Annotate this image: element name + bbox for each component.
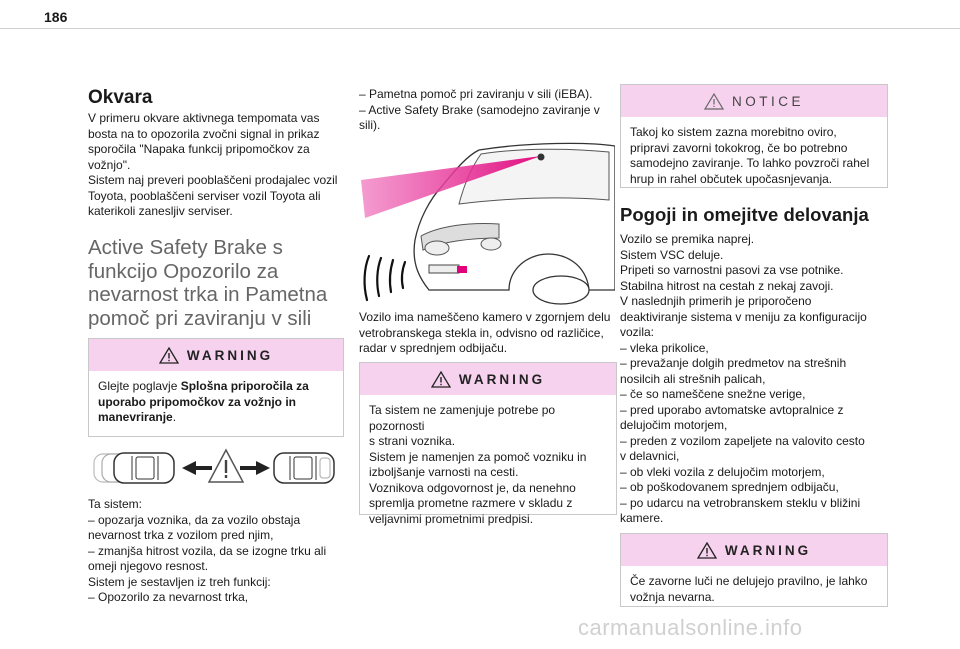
notice-box xyxy=(620,84,888,188)
warning-triangle-icon xyxy=(159,347,179,364)
warning-header xyxy=(360,363,616,395)
warning-reference: Splošna priporočila za uporabo pripomočkov za vožnjo in manevriranje xyxy=(98,379,309,424)
heading-okvara: Okvara xyxy=(88,87,153,108)
warning-text: Če zavorne luči ne delujejo pravilno, je lahko vožnja nevarna. xyxy=(630,574,868,604)
car-distance-illustration xyxy=(88,448,344,488)
warning-text: Ta sistem ne zamenjuje potrebe po pozornosti s strani voznika. Sistem je namenjen za pomoč vozniku in izboljšanje varnosti na cesti. Voznikova odgovornost je, da nenehno spremlja prometne razmere v skladu z veljavnimi prometnimi predpisi. xyxy=(369,403,587,526)
heading-pogoji: Pogoji in omejitve delovanja xyxy=(620,204,869,225)
warning-title: WARNING xyxy=(724,542,812,558)
warning-text: Glejte poglavje Splošna priporočila za uporabo pripomočkov za vožnjo in manevriranje. xyxy=(98,379,309,424)
notice-title: NOTICE xyxy=(731,93,804,109)
warning-title: WARNING xyxy=(458,371,546,387)
warning-header xyxy=(89,339,343,371)
watermark: carmanualsonline.info xyxy=(578,615,803,640)
camera-text: Vozilo ima nameščeno kamero v zgornjem delu vetrobranskega stekla in, odvisno od različice, radar v sprednjem odbijaču. xyxy=(359,310,611,355)
heading-active-safety-brake: Active Safety Brake s funkcijo Opozorilo za nevarnost trka in Pametna pomoč pri zaviranju v sili xyxy=(88,236,328,330)
warning-box-col3 xyxy=(620,533,888,607)
system-text: Ta sistem: – opozarja voznika, da za vozilo obstaja nevarnost trka z vozilom pred njim, – zmanjša hitrost vozila, da se izogne trku ali omeji njegovo resnost. Sistem je sestavljen iz treh funkcij: – Opozorilo za nevarnost trka, xyxy=(88,497,327,604)
warning-box-col2 xyxy=(359,362,617,526)
notice-text: Takoj ko sistem zazna morebitno oviro, pripravi zavorni tokokrog, če bo potrebno samodejno zaviranje. To lahko povzroči rahel hrup in rahel občutek upočasnjevanja. xyxy=(630,125,870,186)
functions-list: – Pametna pomoč pri zaviranju v sili (iEBA). – Active Safety Brake (samodejno zaviranje v sili). xyxy=(359,87,600,132)
page-number: 186 xyxy=(44,9,68,25)
header-rule xyxy=(0,28,960,29)
radar-waves xyxy=(365,256,405,300)
camera-radar-illustration xyxy=(359,140,615,308)
warning-title: WARNING xyxy=(186,347,274,363)
pogoji-text: Vozilo se premika naprej. Sistem VSC deluje. Pripeti so varnostni pasovi za vse potnike. Stabilna hitrost na cestah z nekaj zavoji. V naslednjih primerih je priporočeno deaktiviranje sistema v meniju za konfiguracijo vozila: – vleka prikolice, – prevažanje dolgih predmetov na strešnih nosilcih ali strešnih palicah, – če so nameščene snežne verige, – pred uporabo avtomatske avtopralnice z delujočim motorjem, – preden z vozilom zapeljete na valovito cesto v delavnici, – ob vleki vozila z delujočim motorjem, – ob poškodovanem sprednjem odbijaču, – po udarcu na vetrobranskem steklu v bližini kamere. xyxy=(620,232,867,525)
notice-header xyxy=(621,85,887,117)
warning-triangle-icon xyxy=(697,542,717,559)
warning-header xyxy=(621,534,887,566)
warning-box-col1 xyxy=(88,338,344,437)
notice-triangle-icon xyxy=(704,93,724,110)
okvara-text: V primeru okvare aktivnega tempomata vas bosta na to opozorila zvočni signal in prikaz sporočila "Napaka funkcij pripomočkov za vožnjo". Sistem naj preveri pooblaščeni prodajalec vozil Toyota, pooblaščeni serviser vozil Toyota ali katerikoli zanesljiv serviser. xyxy=(88,111,338,218)
warning-triangle-icon xyxy=(431,371,451,388)
